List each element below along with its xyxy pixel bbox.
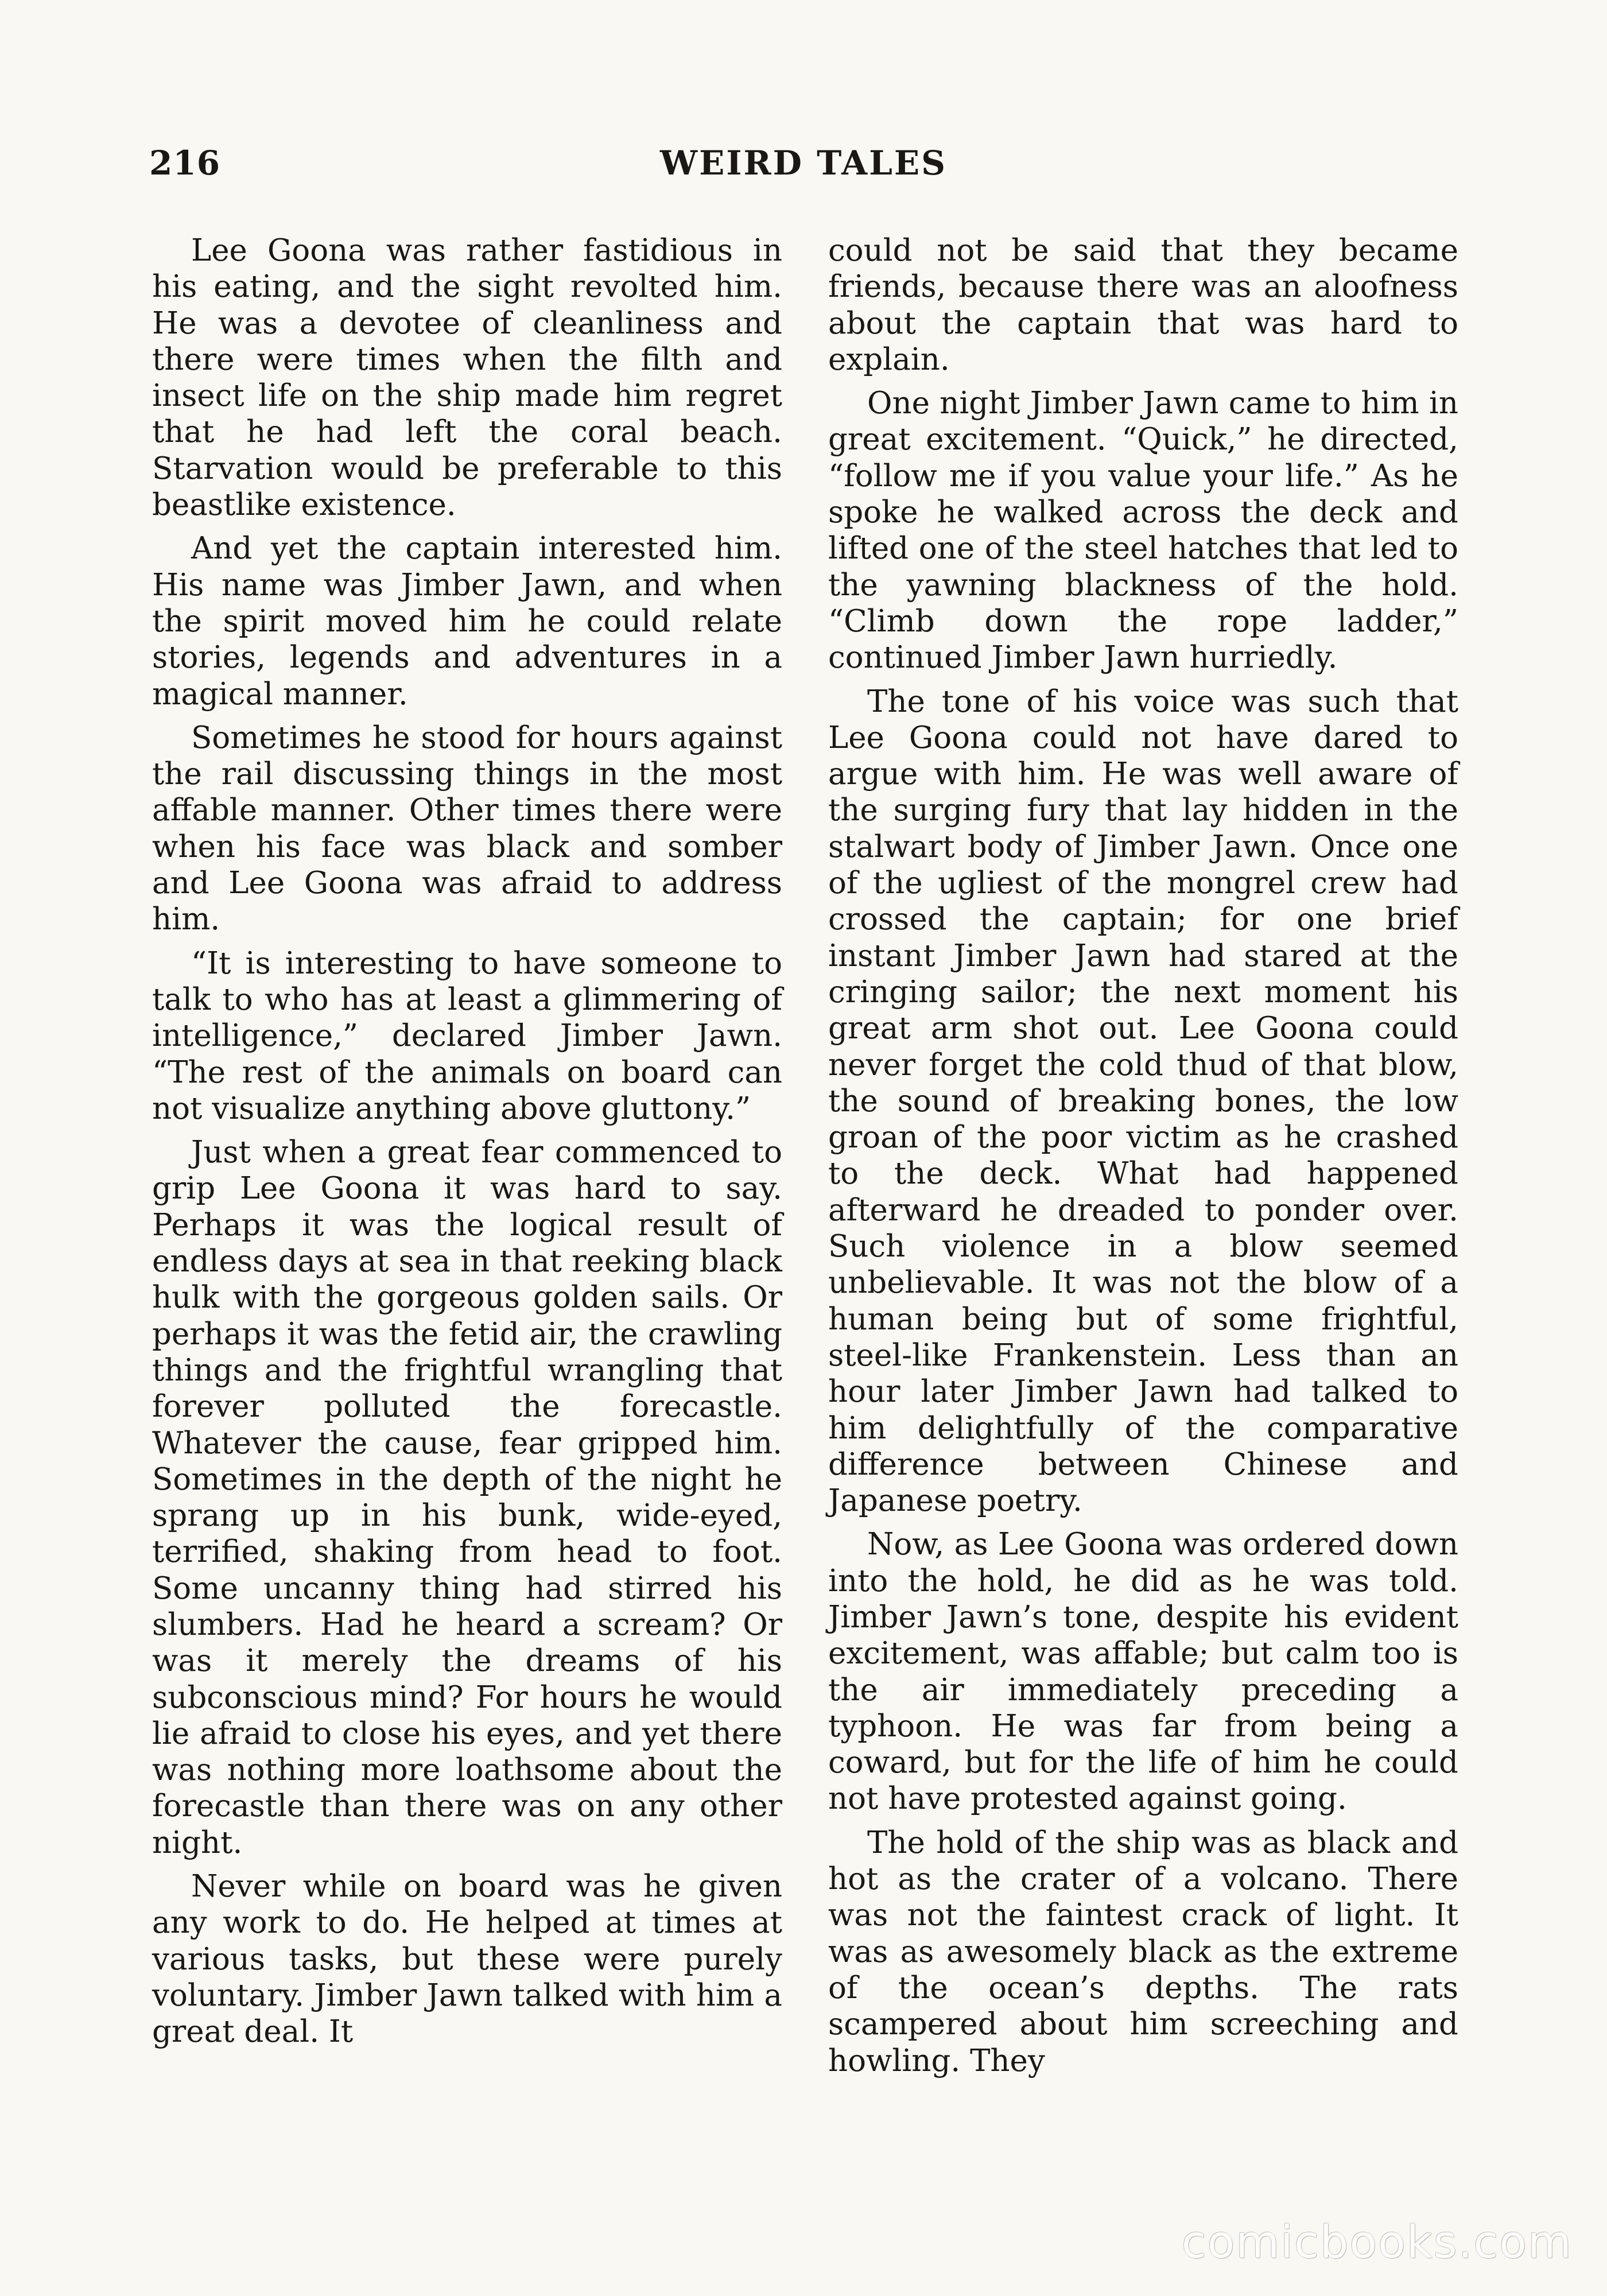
paragraph: And yet the captain interested him. His name was Jimber Jawn, and when the spirit moved him he could relate stories, legends and adventures in a magical manner. (152, 531, 782, 712)
running-title: WEIRD TALES (659, 144, 948, 183)
paragraph: “It is interesting to have someone to talk to who has at least a glimmering of intelligence,” declared Jimber Jawn. “The rest of the animals on board can not visualize anything above gluttony.” (152, 945, 782, 1126)
paragraph: One night Jimber Jawn came to him in great excitement. “Quick,” he directed, “follow me if you value your life.” As he spoke he walked across the deck and lifted one of the steel hatches that led to the yawning blackness of the hold. “Climb down the rope ladder,” continued Jimber Jawn hurriedly. (828, 386, 1458, 676)
paragraph: Now, as Lee Goona was ordered down into the hold, he did as he was told. Jimber Jawn’s tone, despite his evident excitement, was affable; but calm too is the air immediately preceding a typhoon. He was far from being a coward, but for the life of him he could not have protested against going. (828, 1527, 1458, 1817)
paragraph-continued: could not be said that they became friends, because there was an aloofness about the captain that was hard to explain. (828, 233, 1458, 377)
paragraph: The hold of the ship was as black and hot as the crater of a volcano. There was not the faintest crack of light. It was as awesomely black as the extreme of the ocean’s depths. The rats scampered about him screeching and howling. They (828, 1825, 1458, 2078)
paragraph: Lee Goona was rather fastidious in his eating, and the sight revolted him. He was a devotee of cleanliness and there were times when the filth and insect life on the ship made him regret that he had left the coral beach. Starvation would be preferable to this beastlike existence. (152, 233, 782, 523)
running-header (149, 144, 1458, 189)
paragraph: Just when a great fear commenced to grip Lee Goona it was hard to say. Perhaps it was the logical result of endless days at sea in that reeking black hulk with the gorgeous golden sails. Or perhaps it was the fetid air, the crawling things and the frightful wrangling that forever polluted the forecastle. Whatever the cause, fear gripped him. Sometimes in the depth of the night he sprang up in his bunk, wide-eyed, terrified, shaking from head to foot. Some uncanny thing had stirred his slumbers. Had he heard a scream? Or was it merely the dreams of his subconscious mind? For hours he would lie afraid to close his eyes, and yet there was nothing more loathsome about the forecastle than there was on any other night. (152, 1135, 782, 1860)
left-column (152, 232, 782, 2050)
watermark: comicbooks.com (1181, 2217, 1573, 2268)
right-column (828, 232, 1458, 2079)
page-number: 216 (149, 144, 221, 183)
paragraph: Never while on board was he given any work to do. He helped at times at various tasks, but these were purely voluntary. Jimber Jawn talked with him a great deal. It (152, 1869, 782, 2050)
paragraph: Sometimes he stood for hours against the rail discussing things in the most affable manner. Other times there were when his face was black and somber and Lee Goona was afraid to address him. (152, 720, 782, 937)
paragraph: The tone of his voice was such that Lee Goona could not have dared to argue with him. He was well aware of the surging fury that lay hidden in the stalwart body of Jimber Jawn. Once one of the ugliest of the mongrel crew had crossed the captain; for one brief instant Jimber Jawn had stared at the cringing sailor; the next moment his great arm shot out. Lee Goona could never forget the cold thud of that blow, the sound of breaking bones, the low groan of the poor victim as he crashed to the deck. What had happened afterward he dreaded to ponder over. Such violence in a blow seemed unbelievable. It was not the blow of a human being but of some frightful, steel-like Frankenstein. Less than an hour later Jimber Jawn had talked to him delightfully of the comparative difference between Chinese and Japanese poetry. (828, 684, 1458, 1519)
